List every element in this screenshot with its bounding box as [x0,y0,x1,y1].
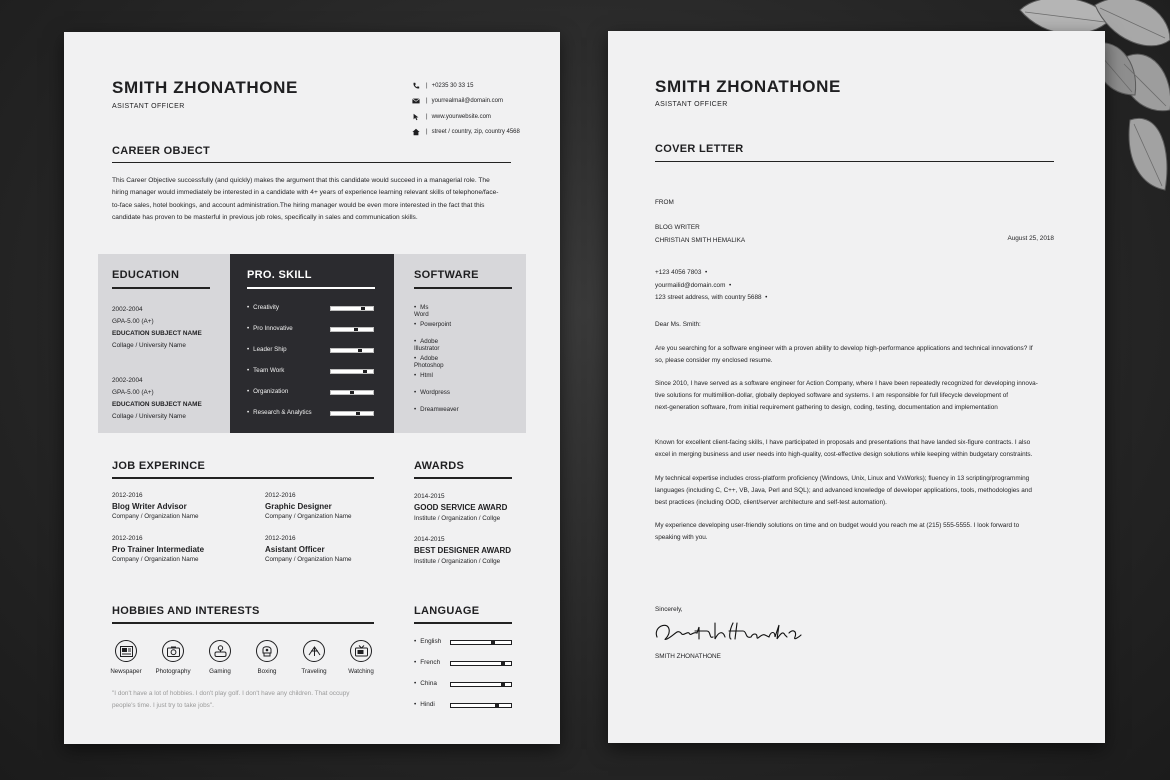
closing: Sincerely, [655,606,683,613]
language-label: French [420,659,441,666]
letter-paragraph [655,378,1055,414]
language-bar [450,703,512,708]
resume-page [64,32,560,744]
software-label: Html [420,372,433,379]
award-years: 2014-2015 [414,536,445,543]
software-item [414,304,429,318]
education-item [112,304,202,352]
language-label: China [420,680,437,687]
hobbies-quote [112,688,349,712]
software-label: Adobe Photoshop [414,355,444,369]
pro-skill-bar-marker [356,412,360,415]
language-bar [450,682,512,687]
pro-skill-rule [247,287,375,289]
job-years: 2012-2016 [112,492,143,499]
from-label: FROM [655,199,674,206]
pro-skill-label: Creativity [253,304,279,311]
hobby-boxing [243,640,291,675]
pro-skill-bar [330,390,374,395]
career-heading: CAREER OBJECT [112,145,211,157]
job-item [112,491,198,523]
education-subject: EDUCATION SUBJECT NAME [112,330,202,337]
education-school: Collage / University Name [112,342,186,349]
software-item [414,406,459,413]
paragraph-line: speaking with you. [655,534,708,541]
education-gpa: GPA-5.00 (A+) [112,318,154,325]
pro-skill-bar [330,327,374,332]
pro-skill-bar [330,306,374,311]
language-label: English [420,638,442,645]
camera-icon [167,646,180,657]
education-years: 2002-2004 [112,377,143,384]
job-title: Blog Writer Advisor [112,501,187,511]
language-heading: LANGUAGE [414,605,480,617]
software-label: Adobe Illustrator [414,338,440,352]
language-bar-marker [501,683,505,686]
letter-paragraph [655,343,1055,367]
paragraph-line: Known for excellent client-facing skills, I have participated in proposals and presentations that have landed six-figure contracts. I also [655,439,1031,446]
software-label: Ms Word [414,304,429,318]
language-item [414,638,441,645]
software-label: Dreamweaver [420,406,459,413]
paragraph-line: tive solutions for multimillion-dollar, globally deployed software and systems. I am responsible for full lifecycle development of [655,392,1009,399]
awards-rule [414,477,512,479]
paragraph-line: excel in merging business and user needs into high-quality, cost-effective design solutions while keeping within budgetary constraints. [655,451,1033,458]
software-label: Powerpoint [420,321,452,328]
software-label: Wordpress [420,389,450,396]
cover-letter-heading: COVER LETTER [655,143,744,155]
paragraph-line: next-generation software, from initial requirement gathering to design, coding, testing, documentation and implementation [655,404,998,411]
job-company: Company / Organization Name [112,513,199,520]
award-title: GOOD SERVICE AWARD [414,503,508,512]
career-line: to-face sales, hotel bookings, and account administration.The hiring manager would be even more interested in the fact that this [112,201,485,209]
software-heading: SOFTWARE [414,269,479,281]
pro-skill-bar [330,411,374,416]
hobby-newspaper [102,640,150,675]
award-years: 2014-2015 [414,493,445,500]
hobby-traveling [290,640,338,675]
software-item [414,338,439,352]
pro-skill-label: Pro Innovative [253,325,293,332]
job-title: Pro Trainer Intermediate [112,544,205,554]
pro-skill-bar-marker [358,349,362,352]
job-company: Company / Organization Name [265,556,352,563]
language-bar-marker [491,641,495,644]
contact-website-text: www.yourwebsite.com [431,114,491,120]
job-company: Company / Organization Name [112,556,199,563]
phone-icon [412,82,420,90]
letter-paragraph [655,520,1055,544]
hobby-label: Photography [155,668,191,675]
language-item [414,701,435,708]
pro-skill-bar-marker [350,391,354,394]
cover-letter-page [608,31,1105,743]
quote-line: people's time. I just try to take jobs". [112,702,214,709]
career-line: This Career Objective successfully (and quickly) makes the argument that this candidate would succeed in a managerial role. The [112,177,490,184]
contact-website: | www.yourwebsite.com [412,113,491,121]
from-name: CHRISTIAN SMITH HEMALIKA [655,237,746,244]
hobby-label: Gaming [209,668,231,675]
job-item [112,534,204,566]
education-subject: EDUCATION SUBJECT NAME [112,401,202,408]
signer-name: SMITH ZHONATHONE [655,653,721,660]
paragraph-line: Since 2010, I have served as a software engineer for Action Company, where I have been repeatedly recognized for developing innova- [655,380,1038,387]
letter-role: ASISTANT OFFICER [655,101,728,108]
education-gpa: GPA-5.00 (A+) [112,389,154,396]
contact-phone: | +0235 30 33 15 [412,82,473,90]
education-school: Collage / University Name [112,413,186,420]
education-item [112,375,202,423]
career-text [112,175,512,225]
software-item [414,389,450,396]
contact-address: | street / country, zip, country 4568 [412,128,520,136]
pro-skill-panel [230,254,394,433]
hobby-label: Watching [348,668,374,675]
letter-paragraph [655,473,1055,509]
award-title: BEST DESIGNER AWARD [414,546,512,555]
job-years: 2012-2016 [112,535,143,542]
hobby-label: Traveling [301,668,327,675]
software-item [414,372,433,379]
traveling-icon [308,645,321,657]
hobby-label: Newspaper [110,668,142,675]
contact-email: | yourrealmail@domain.com [412,97,503,105]
language-bar-marker [495,704,499,707]
pro-skill-bar-marker [363,370,367,373]
language-rule [414,622,512,624]
contact-phone-text: +0235 30 33 15 [431,83,474,89]
education-years: 2002-2004 [112,306,143,313]
job-rule [112,477,374,479]
language-item [414,659,440,666]
letter-address: 123 street address, with country 5688 [655,294,762,301]
award-item [414,491,507,524]
paragraph-line: Are you searching for a software engineer with a proven ability to develop high-performance applications and technical innovations? If [655,345,1033,352]
award-institute: Institute / Organization / Collge [414,515,501,522]
award-item [414,534,511,567]
pro-skill-bar [330,369,374,374]
paragraph-line: My technical expertise includes cross-platform proficiency (Windows, Unix, Linux and VxWorks); fluency in 13 scripting/programming [655,475,1030,482]
home-icon [412,128,420,136]
tv-icon [355,645,368,657]
paragraph-line: best practices (including OOD, client/server architecture and self-test automation). [655,499,887,506]
pro-skill-bar-marker [361,307,365,310]
resume-name: SMITH ZHONATHONE [112,78,298,97]
cursor-icon [412,113,420,121]
letter-paragraph [655,437,1055,461]
skills-band [98,254,526,433]
language-item [414,680,437,687]
hobbies-rule [112,622,374,624]
language-bar-marker [501,662,505,665]
job-title: Graphic Designer [265,501,332,511]
contact-email-text: yourrealmail@domain.com [431,98,504,104]
career-rule [112,162,511,163]
education-rule [112,287,210,289]
pro-skill-bar-marker [354,328,358,331]
job-heading: JOB EXPERINCE [112,460,206,472]
software-rule [414,287,512,289]
software-item [414,321,451,328]
letter-name: SMITH ZHONATHONE [655,77,841,96]
language-bar [450,640,512,645]
from-title: BLOG WRITER [655,224,700,231]
salutation: Dear Ms. Smith: [655,321,701,328]
paragraph-line: languages (including C, C++, VB, Java, Perl and SQL); and advanced knowledge of developer applications, tools, methodologies and [655,487,1032,494]
language-label: Hindi [420,701,435,708]
hobby-photography [149,640,197,675]
career-line: hiring manager would immediately be interested in a candidate with 4+ years of experience learning relevant skills of telephone/face- [112,189,499,197]
quote-line: "I don't have a lot of hobbies. I don't play golf. I don't have any children. That occupy [112,690,350,697]
paragraph-line: My experience developing user-friendly solutions on time and on budget would you reach me at (215) 555-5555. I look forward to [655,522,1020,529]
job-years: 2012-2016 [265,492,296,499]
hobbies-heading: HOBBIES AND INTERESTS [112,605,260,617]
letter-contact: +123 4056 7803 • yourmailid@domain.com • 123 street address, with country 5688 • [655,269,768,301]
pro-skill-label: Leader Ship [253,346,287,353]
letter-date: August 25, 2018 [1007,235,1054,242]
job-years: 2012-2016 [265,535,296,542]
pro-skill-bar [330,348,374,353]
pro-skill-heading: PRO. SKILL [247,269,312,281]
letter-phone: +123 4056 7803 [655,269,702,276]
career-line: candidate has proven to be masterful in previous job roles, specifically in sales and communication skills. [112,214,418,222]
hobby-label: Boxing [257,668,277,675]
contact-address-text: street / country, zip, country 4568 [431,129,520,135]
letter-email: yourmailid@domain.com [655,281,726,289]
pro-skill-label: Organization [253,388,289,395]
resume-role: ASISTANT OFFICER [112,103,185,110]
software-item [414,355,444,369]
pro-skill-label: Research & Analytics [253,409,312,416]
job-item [265,534,351,566]
language-bar [450,661,512,666]
awards-heading: AWARDS [414,460,465,472]
boxing-icon [261,645,273,657]
paragraph-line: so, please consider my enclosed resume. [655,357,773,364]
education-heading: EDUCATION [112,269,180,281]
mail-icon [412,97,420,105]
hobby-watching [337,640,385,675]
job-item [265,491,351,523]
hobby-gaming [196,640,244,675]
award-institute: Institute / Organization / Collge [414,558,501,565]
newspaper-icon [120,646,133,657]
signature-image [653,617,803,647]
job-title: Asistant Officer [265,544,325,554]
pro-skill-label: Team Work [253,367,285,374]
gaming-icon [214,645,227,657]
job-company: Company / Organization Name [265,513,352,520]
cover-letter-rule [655,161,1054,162]
